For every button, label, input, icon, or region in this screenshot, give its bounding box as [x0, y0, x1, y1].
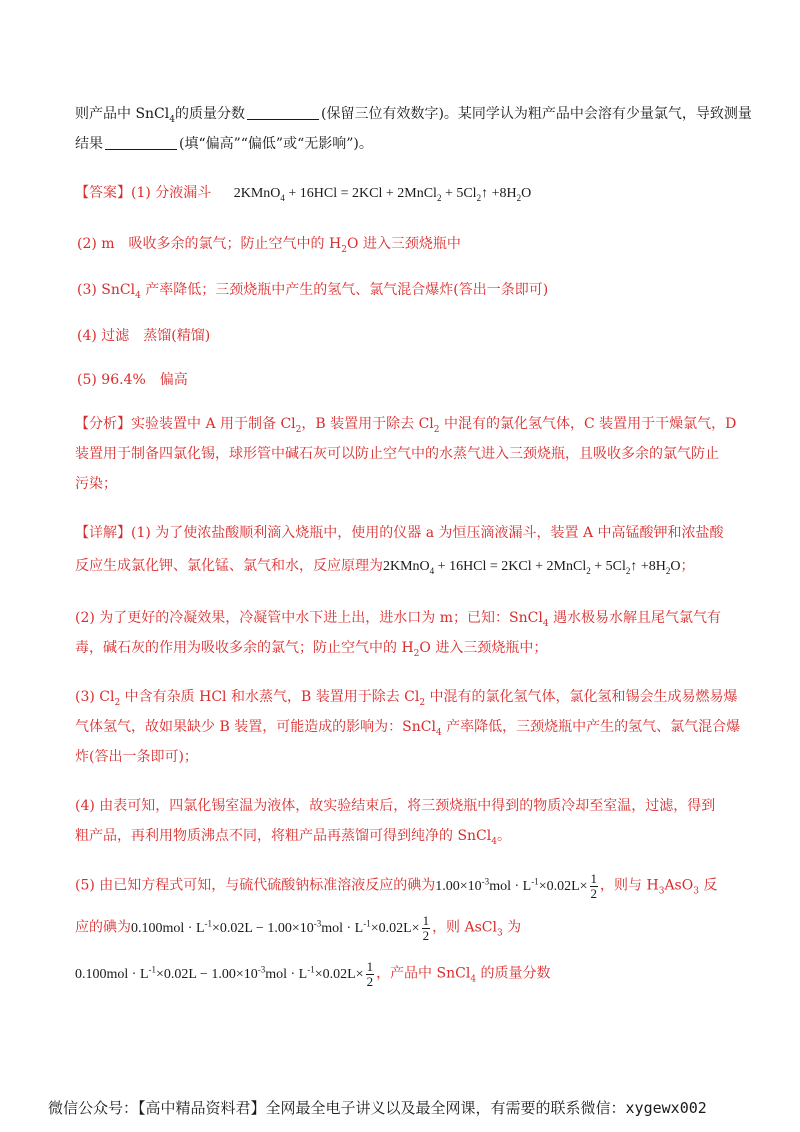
detail-line-10: (5) 由已知方程式可知，与硫代硫酸钠标准溶液反应的碘为$1.00\times 10^{-3}mol \cdot L^{-1}\times 0.02L\times$ $\frac{1}{2}$ ，则与 $H_3AsO_3$ 反 — [75, 871, 718, 901]
answer-blank-2[interactable] — [105, 135, 177, 150]
analysis-line-2: 装置用于制备四氯化锡，球形管中碱石灰可以防止空气中的水蒸气进入三颈烧瓶，且吸收多余的氯气防止 — [75, 446, 719, 462]
detail-line-5: (3) $Cl_2$ 中含有杂质 HCl 和水蒸气，B 装置用于除去 $Cl_2$ 中混有的氯化氢气体，氯化氢和锡会生成易燃易爆 — [75, 689, 738, 708]
answer-tag: 【答案】 — [75, 185, 131, 201]
answer-line-1: 【答案】(1) 分液漏斗 2KMnO$_4$ + 16HCl = 2KCl + 2MnCl$_2$ + $5Cl_2↑ +8H_2O$ — [75, 185, 532, 203]
analysis-line-1: 【分析】实验装置中 A 用于制备 $Cl_2$，B 装置用于除去 $Cl_2$ 中混有的氯化氢气体，C 装置用于干燥氯气，D — [75, 416, 737, 435]
detail-line-3: (2) 为了更好的冷凝效果，冷凝管中水下进上出，进水口为 m；已知：SnCl$_4$ 遇水极易水解且尾气氯气有 — [75, 610, 721, 629]
detail-line-7: 炸(答出一条即可)； — [75, 749, 198, 765]
answer-line-3: (3) SnCl$_4$ 产率降低；三颈烧瓶中产生的氢气、氯气混合爆炸(答出一条即可) — [77, 282, 549, 301]
iodine-expression: $1.00\times 10^{-3}mol \cdot L^{-1}\times 0.02L\times$ $\frac{1}{2}$ — [435, 871, 598, 901]
remaining-iodine-expression: $0.100mol \cdot L^{-1}\times 0.02L - 1.00\times 10^{-3}mol \cdot L^{-1}\times 0.02L\times$ $\frac{1}{2}$ — [131, 913, 430, 943]
answer-line-2: (2) m 吸收多余的氯气；防止空气中的 $H_2O$ 进入三颈烧瓶中 — [77, 236, 461, 255]
detail-line-11: 应的碘为$0.100mol \cdot L^{-1}\times 0.02L - 1.00\times 10^{-3}mol \cdot L^{-1}\times 0.02L\times$ $\frac{1}{2}$ ，则 AsCl$_3$ 为 — [75, 913, 522, 943]
analysis-line-3: 污染； — [75, 476, 117, 492]
up-arrow-icon: ↑ — [481, 186, 489, 201]
answer-blank-1[interactable] — [247, 105, 319, 120]
detail-line-12: $0.100mol \cdot L^{-1}\times 0.02L - 1.00\times 10^{-3}mol \cdot L^{-1}\times 0.02L\times$ $\frac{1}{2}$ ，产品中 SnCl$_4$ 的质量分数 — [75, 959, 551, 989]
detail-line-9: 粗产品，再利用物质沸点不同，将粗产品再蒸馏可得到纯净的 SnCl$_4$。 — [75, 828, 511, 847]
detail-line-4: 毒，碱石灰的作用为吸收多余的氯气；防止空气中的 $H_2O$ 进入三颈烧瓶中； — [75, 640, 548, 659]
reaction-equation-2: 2KMnO$_4$ + 16HCl = 2KCl + 2MnCl$_2$ + $5Cl_2↑ +8H_2O$ — [383, 559, 681, 576]
answer-line-4: (4) 过滤 蒸馏(精馏) — [77, 328, 211, 344]
detail-line-1: 【详解】(1) 为了使浓盐酸顺利滴入烧瓶中，使用的仪器 a 为恒压滴液漏斗，装置 A 中高锰酸钾和浓盐酸 — [75, 525, 724, 541]
up-arrow-icon: ↑ — [630, 559, 638, 574]
footer-watermark: 微信公众号：【高中精品资料君】全网最全电子讲义以及最全网课，有需要的联系微信：xygewx002 — [48, 1099, 707, 1117]
fraction-half: $\frac{1}{2}$ — [422, 913, 430, 943]
question-line-1: 则产品中 SnCl$_4$的质量分数 (保留三位有效数字)。某同学认为粗产品中会溶有少量氯气，导致测量 — [75, 106, 752, 125]
reaction-equation: 2KMnO$_4$ + 16HCl = 2KCl + 2MnCl$_2$ + $5Cl_2↑ +8H_2O$ — [233, 186, 532, 203]
question-line-2: 结果 (填“偏高”“偏低”或“无影响”)。 — [75, 136, 373, 152]
fraction-half: $\frac{1}{2}$ — [366, 959, 374, 989]
detail-line-8: (4) 由表可知，四氯化锡室温为液体，故实验结束后，将三颈烧瓶中得到的物质冷却至室温，过滤，得到 — [75, 798, 716, 814]
wechat-id: xygewx002 — [625, 1099, 707, 1117]
detail-tag: 【详解】 — [75, 525, 131, 541]
detail-line-6: 气体氢气，故如果缺少 B 装置，可能造成的影响为：SnCl$_4$ 产率降低，三颈烧瓶中产生的氢气、氯气混合爆 — [75, 719, 741, 738]
analysis-tag: 【分析】 — [75, 416, 131, 432]
detail-line-2: 反应生成氯化钾、氯化锰、氯气和水，反应原理为2KMnO$_4$ + 16HCl = 2KCl + 2MnCl$_2$ + $5Cl_2↑ +8H_2O$； — [75, 558, 695, 576]
answer-line-5: (5) 96.4% 偏高 — [77, 372, 188, 388]
ascl3-expression: $0.100mol \cdot L^{-1}\times 0.02L - 1.00\times 10^{-3}mol \cdot L^{-1}\times 0.02L\times$ $\frac{1}{2}$ — [75, 959, 374, 989]
fraction-half: $\frac{1}{2}$ — [590, 871, 598, 901]
